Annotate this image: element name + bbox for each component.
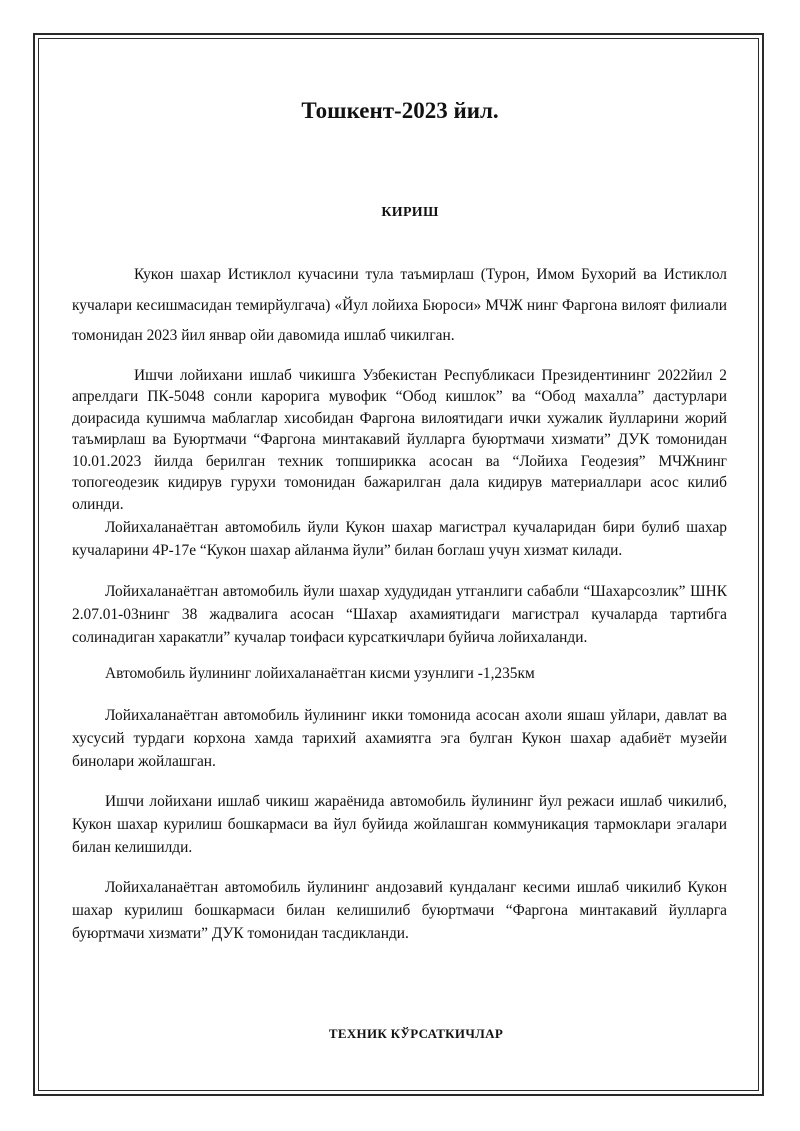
paragraph-4: Лойихаланаётган автомобиль йули шахар худудидан утганлиги сабабли “Шахарсозлик” ШНК 2.07.01-03нинг 38 жадвалига асосан “Шахар ахамиятидаги магистрал кучаларда тартибга солинадиган харакатли” кучалар тоифаси курсаткичлари буйича лойихаланди. [72,583,727,646]
paragraph-1: Кукон шахар Истиклол кучасини тула таъмирлаш (Турон, Имом Бухорий ва Истиклол кучалари кесишмасидан темирйулгача) «Йул лойиха Бюроси» МЧЖ нинг Фаргона вилоят филиали томонидан 2023 йил январ ойи давомида ишлаб чикилган. [72,266,727,344]
paragraph-5: Автомобиль йулининг лойихаланаётган кисми узунлиги -1,235км [105,665,535,682]
paragraph-2: Ишчи лойихани ишлаб чикишга Узбекистан Республикаси Президентининг 2022йил 2 апрелдаги ПК-5048 сонли карорига мувофик “Обод кишлок” ва “Обод махалла” дастурлари доирасида кушимча маблаглар хисобидан Фаргона вилоятидаги ички хужалик йулларини жорий таъмирлаш ва Буюртмачи “Фаргона минтакавий йулларга буюртмачи хизмати” ДУК томонидан 10.01.2023 йилда берилган техник топширикка асосан ва “Лойиха Геодезия” МЧЖнинг топогеодезик кидирув гурухи томонидан бажарилган дала кидирув материаллари асос килиб олинди. [72,366,727,513]
paragraph-8: Лойихаланаётган автомобиль йулининг андозавий кундаланг кесими ишлаб чикилиб Кукон шахар курилиш бошкармаси билан келишилиб буюртмачи “Фаргона минтакавий йулларга буюртмачи хизмати” ДУК томонидан тасдикланди. [72,879,727,942]
paragraph-3: Лойихаланаётган автомобиль йули Кукон шахар магистрал кучаларидан бири булиб шахар кучаларини 4Р-17е “Кукон шахар айланма йули” билан боглаш учун хизмат килади. [72,519,727,559]
document-body [72,260,727,945]
section-heading-technical-indicators: ТЕХНИК КЎРСАТКИЧЛАР [328,1026,504,1041]
document-title: Тошкент-2023 йил. [301,98,499,123]
paragraph-6: Лойихаланаётган автомобиль йулининг икки томонида асосан ахоли яшаш уйлари, давлат ва хусусий турдаги корхона хамда тарихий ахамиятга эга булган Кукон шахар адабиёт музейи бинолари жойлашган. [72,707,727,770]
section-heading-introduction: КИРИШ [381,205,439,220]
paragraph-7: Ишчи лойихани ишлаб чикиш жараёнида автомобиль йулининг йул режаси ишлаб чикилиб, Кукон шахар курилиш бошкармаси ва йул буйида жойлашган коммуникация тармоклари эгалари билан келишилди. [72,793,727,856]
